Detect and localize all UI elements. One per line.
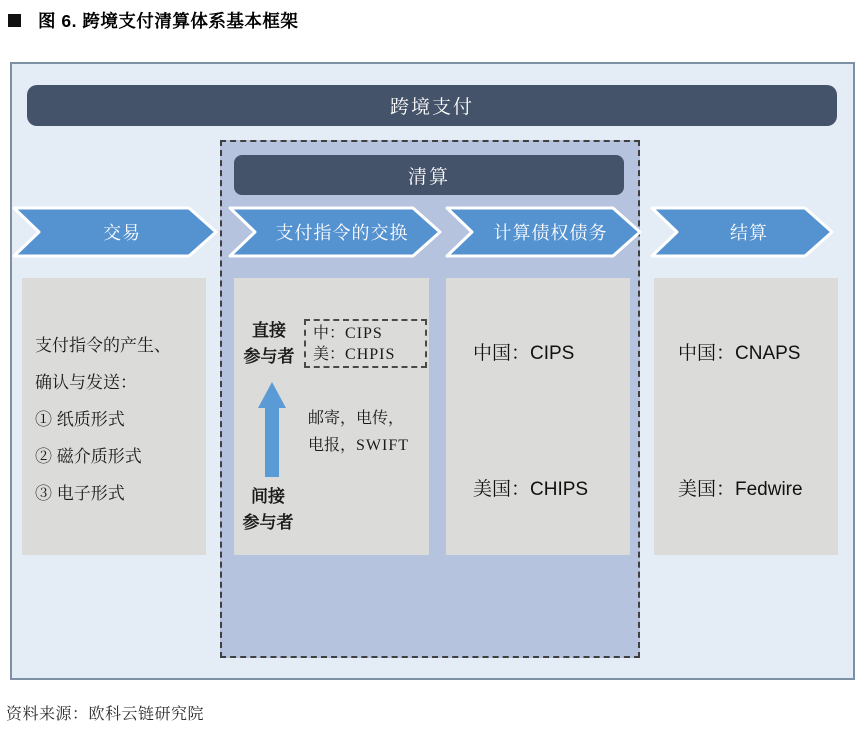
stage-arrow-settlement <box>650 206 834 258</box>
us-code: CHPIS <box>345 346 396 363</box>
netting-systems-box <box>446 278 630 555</box>
up-arrow-icon <box>256 381 288 478</box>
indirect-participant-line: 参与者 <box>242 513 294 532</box>
figure-title: 图 6. 跨境支付清算体系基本框架 <box>38 10 299 31</box>
systems-note-us <box>313 344 425 365</box>
direct-participant-label <box>237 318 301 370</box>
settlement-china: 中国：CNAPS <box>678 343 801 364</box>
cn-code: CIPS <box>345 325 383 342</box>
transaction-line: ③ 电子形式 <box>35 484 125 503</box>
stage-arrow-instruction-exchange <box>228 206 442 258</box>
square-bullet-icon <box>8 14 21 27</box>
direct-participant-line: 直接 <box>252 321 286 340</box>
figure-source: 资料来源：欧科云链研究院 <box>6 706 205 723</box>
stage-label-instruction-exchange: 支付指令的交换 <box>275 223 409 243</box>
us-prefix: 美： <box>313 346 346 363</box>
systems-note-box <box>304 319 427 368</box>
clearing-banner: 清算 <box>234 155 624 195</box>
transaction-line: ① 纸质形式 <box>35 410 125 429</box>
stage-label-netting: 计算债权债务 <box>493 223 608 243</box>
relay-line-1: 邮寄，电传， <box>308 410 405 427</box>
stage-label-transaction: 交易 <box>103 223 141 243</box>
relay-methods-text <box>308 405 409 459</box>
figure-header <box>8 6 298 34</box>
transaction-detail-box <box>22 278 206 555</box>
systems-note-cn <box>313 323 425 344</box>
netting-us: 美国：CHIPS <box>473 479 589 500</box>
indirect-participant-line: 间接 <box>251 487 285 506</box>
transaction-line: ② 磁介质形式 <box>35 447 142 466</box>
stage-arrow-transaction <box>12 206 218 258</box>
instruction-exchange-box <box>234 278 429 555</box>
settlement-systems-box <box>654 278 838 555</box>
settlement-us: 美国：Fedwire <box>678 479 803 500</box>
swift-code: SWIFT <box>356 437 410 454</box>
stage-arrow-netting <box>445 206 642 258</box>
transaction-line: 确认与发送： <box>35 373 137 392</box>
direct-participant-line: 参与者 <box>243 347 295 366</box>
cross-border-payment-banner: 跨境支付 <box>27 85 837 126</box>
stage-label-settlement: 结算 <box>730 223 768 243</box>
transaction-line: 支付指令的产生、 <box>35 336 171 355</box>
transaction-detail-text <box>22 278 206 512</box>
relay-line-2-prefix: 电报， <box>308 437 357 454</box>
cn-prefix: 中： <box>313 325 346 342</box>
netting-china: 中国：CIPS <box>473 343 575 364</box>
framework-panel <box>10 62 855 680</box>
relay-line-2 <box>308 432 409 459</box>
indirect-participant-label <box>234 484 302 536</box>
